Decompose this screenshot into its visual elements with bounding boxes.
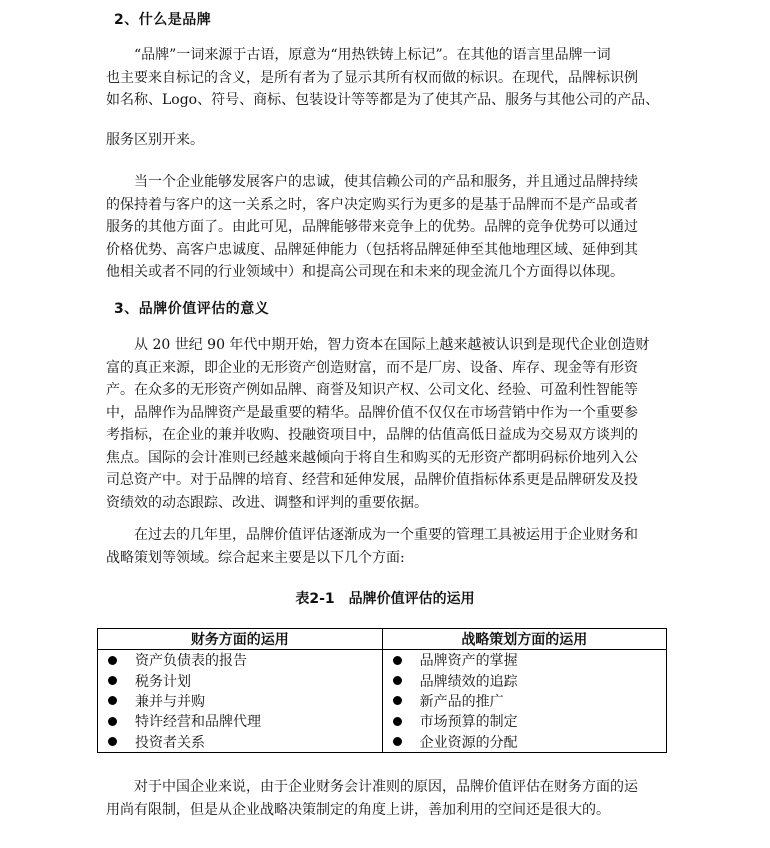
- section-3-paragraph-1: [106, 334, 666, 514]
- bullet-icon: [393, 656, 402, 665]
- text-line: 也主要来自标记的含义，是所有者为了显示其所有权而做的标识。在现代，品牌标识例: [106, 69, 638, 86]
- finance-cell: [98, 670, 383, 690]
- section-2-paragraph-2: [106, 171, 666, 284]
- strategy-item: 品牌绩效的追踪: [419, 673, 518, 690]
- bullet-icon: [393, 696, 402, 705]
- finance-item: 投资者关系: [135, 734, 205, 751]
- text-line: 考指标，在企业的兼并收购、投融资项目中，品牌的估值高低日益成为交易双方谈判的: [106, 427, 638, 443]
- strategy-item: 品牌资产的掌握: [419, 653, 518, 670]
- finance-cell: [98, 650, 383, 671]
- bullet-icon: [108, 696, 117, 705]
- text-line: 司总资产中。对于品牌的培育、经营和延伸发展，品牌价值指标体系更是品牌研发及投: [106, 472, 638, 488]
- finance-cell: [98, 691, 383, 711]
- text-line: 中，品牌作为品牌资产是最重要的精华。品牌价值不仅仅在市场营销中作为一个重要参: [106, 404, 638, 421]
- table-row: [98, 670, 667, 690]
- text-line: 对于中国企业来说，由于企业财务会计准则的原因，品牌价值评估在财务方面的运: [134, 779, 638, 795]
- section-2-heading: 2、什么是品牌: [114, 12, 212, 28]
- finance-item: 税务计划: [135, 673, 191, 690]
- table-row: [98, 691, 667, 711]
- text-line: 他相关或者不同的行业领域中）和提高公司现在和未来的现金流几个方面得以体现。: [106, 264, 624, 280]
- column-header-strategy: 战略策划方面的运用: [382, 629, 666, 650]
- bullet-icon: [108, 717, 117, 726]
- text-line: 从 20 世纪 90 年代中期开始，智力资本在国际上越来越被认识到是现代企业创造财: [134, 337, 650, 353]
- section-2-paragraph-1-tail: [106, 129, 666, 152]
- strategy-cell: [382, 732, 666, 753]
- bullet-icon: [393, 737, 402, 746]
- strategy-item: 企业资源的分配: [419, 734, 518, 751]
- section-3-paragraph-2: [106, 524, 666, 569]
- text-line: 如名称、Logo、符号、商标、包装设计等等都是为了使其产品、服务与其他公司的产品、: [106, 92, 660, 108]
- bullet-icon: [393, 676, 402, 685]
- bullet-icon: [108, 676, 117, 685]
- text-line: “品牌”一词来源于古语，原意为“用热铁铸上标记”。在其他的语言里品牌一词: [134, 47, 611, 63]
- table-row: [98, 732, 667, 753]
- text-line: 的保持着与客户的这一关系之时，客户决定购买行为更多的是基于品牌而不是产品或者: [106, 196, 638, 213]
- strategy-cell: [382, 691, 666, 711]
- text-line: 价格优势、高客户忠诚度、品牌延伸能力（包括将品牌延伸至其他地理区域、延伸到其: [106, 241, 638, 258]
- text-line: 产。在众多的无形资产例如品牌、商誉及知识产权、公司文化、经验、可盈利性智能等: [106, 382, 638, 398]
- closing-paragraph: [106, 776, 666, 821]
- section-3-heading: 3、品牌价值评估的意义: [114, 301, 270, 317]
- text-line: 战略策划等领域。综合起来主要是以下几个方面:: [106, 549, 405, 566]
- table-caption: 表2-1 品牌价值评估的运用: [295, 591, 475, 607]
- section-2-paragraph-1: [106, 44, 666, 112]
- text-line: 富的真正来源，即企业的无形资产创造财富，而不是厂房、设备、库存、现金等有形资: [106, 359, 638, 376]
- text-line: 服务的其他方面了。由此可见，品牌能够带来竞争上的优势。品牌的竞争优势可以通过: [106, 219, 638, 235]
- strategy-cell: [382, 670, 666, 690]
- strategy-cell: [382, 711, 666, 731]
- finance-item: 兼并与并购: [135, 693, 205, 710]
- text-line: 焦点。国际的会计准则已经越来越倾向于将自生和购买的无形资产都明码标价地列入公: [106, 449, 638, 466]
- strategy-item: 市场预算的制定: [419, 714, 518, 731]
- bullet-icon: [108, 656, 117, 665]
- column-header-finance: 财务方面的运用: [98, 629, 383, 650]
- strategy-item: 新产品的推广: [419, 693, 504, 710]
- finance-item: 资产负债表的报告: [135, 653, 247, 670]
- brand-valuation-uses-table: [97, 628, 667, 753]
- text-line: 服务区别开来。: [106, 132, 204, 148]
- text-line: 当一个企业能够发展客户的忠诚，使其信赖公司的产品和服务，并且通过品牌持续: [134, 174, 638, 190]
- text-line: 在过去的几年里，品牌价值评估逐渐成为一个重要的管理工具被运用于企业财务和: [134, 527, 638, 543]
- finance-cell: [98, 732, 383, 753]
- finance-item: 特许经营和品牌代理: [135, 714, 261, 731]
- finance-cell: [98, 711, 383, 731]
- bullet-icon: [393, 717, 402, 726]
- table-row: [98, 650, 667, 671]
- strategy-cell: [382, 650, 666, 671]
- table-row: [98, 711, 667, 731]
- text-line: 用尚有限制，但是从企业战略决策制定的角度上讲，善加利用的空间还是很大的。: [106, 801, 610, 818]
- bullet-icon: [108, 737, 117, 746]
- text-line: 资绩效的动态跟踪、改进、调整和评判的重要依据。: [106, 494, 428, 511]
